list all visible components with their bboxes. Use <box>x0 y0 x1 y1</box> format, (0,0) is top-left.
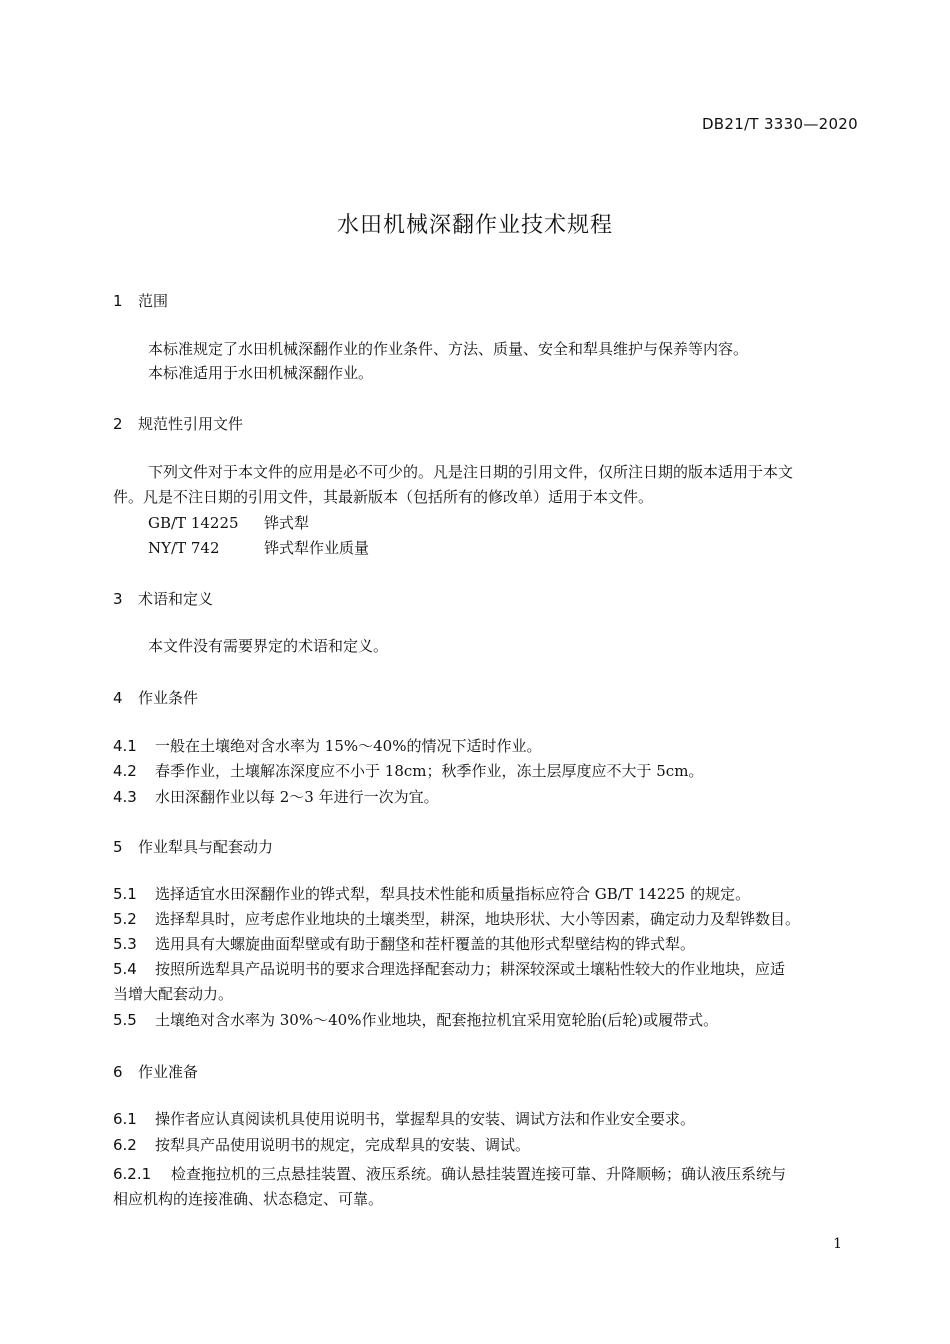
section-title: 范围 <box>138 292 169 310</box>
section-title: 术语和定义 <box>138 590 214 608</box>
normative-reference <box>148 537 369 558</box>
section-heading-5 <box>113 836 273 857</box>
section-heading-2 <box>113 413 243 434</box>
clause-number: 5.4 <box>113 960 137 978</box>
section-number: 5 <box>113 838 123 856</box>
section-title: 作业犁具与配套动力 <box>138 838 274 856</box>
section-title: 规范性引用文件 <box>138 415 244 433</box>
clause <box>113 785 863 809</box>
section-heading-3 <box>113 588 213 609</box>
terms-paragraph: 本文件没有需要界定的术语和定义。 <box>148 637 389 655</box>
section-number: 2 <box>113 415 123 433</box>
scope-paragraph-1: 本标准规定了水田机械深翻作业的作业条件、方法、质量、安全和犁具维护与保养等内容。 <box>148 340 749 358</box>
clause <box>113 907 863 931</box>
clause <box>113 1162 863 1186</box>
clause-text: 操作者应认真阅读机具使用说明书，掌握犁具的安装、调试方法和作业安全要求。 <box>155 1110 696 1128</box>
clause-text: 按犁具产品使用说明书的规定，完成犁具的安装、调试。 <box>155 1136 531 1154</box>
section-heading-1 <box>113 290 168 311</box>
reference-name: 铧式犁作业质量 <box>264 539 370 557</box>
clause-text: 土壤绝对含水率为 30%～40%作业地块，配套拖拉机宜采用宽轮胎(后轮)或履带式。 <box>155 1011 719 1029</box>
clause-text: 检查拖拉机的三点悬挂装置、液压系统。确认悬挂装置连接可靠、升降顺畅；确认液压系统与 <box>171 1165 787 1183</box>
clause-continuation: 相应机构的连接准确、状态稳定、可靠。 <box>113 1190 384 1208</box>
reference-name: 铧式犁 <box>264 514 310 532</box>
clause-number: 4.3 <box>113 788 137 806</box>
clause-number: 5.3 <box>113 935 137 953</box>
document-title: 水田机械深翻作业技术规程 <box>336 213 613 238</box>
clause <box>113 882 863 906</box>
clause-text: 春季作业，土壤解冻深度应不小于 18cm；秋季作业，冻土层厚度应不大于 5cm。 <box>155 762 704 780</box>
section-number: 4 <box>113 689 123 707</box>
reference-code: GB/T 14225 <box>148 514 239 532</box>
clause-text: 水田深翻作业以每 2～3 年进行一次为宜。 <box>155 788 439 806</box>
section-heading-4 <box>113 687 198 708</box>
page-number: 1 <box>833 1236 842 1252</box>
section-title: 作业条件 <box>138 689 199 707</box>
scope-paragraph-2: 本标准适用于水田机械深翻作业。 <box>148 364 374 382</box>
clause-continuation: 当增大配套动力。 <box>113 985 234 1003</box>
clause-number: 4.2 <box>113 762 137 780</box>
clause-text: 选择犁具时，应考虑作业地块的土壤类型，耕深，地块形状、大小等因素，确定动力及犁铧数目。 <box>155 910 801 928</box>
clause <box>113 734 863 758</box>
clause-text: 按照所选犁具产品说明书的要求合理选择配套动力；耕深较深或土壤粘性较大的作业地块，应适 <box>155 960 786 978</box>
clause <box>113 1133 863 1157</box>
clause-text: 选择适宜水田深翻作业的铧式犁，犁具技术性能和质量指标应符合 GB/T 14225 的规定。 <box>155 885 751 903</box>
section-heading-6 <box>113 1061 198 1082</box>
clause-number: 6.1 <box>113 1110 137 1128</box>
clause-text: 选用具有大螺旋曲面犁壁或有助于翻垡和茬杆覆盖的其他形式犁壁结构的铧式犁。 <box>155 935 696 953</box>
clause-number: 5.1 <box>113 885 137 903</box>
clause-number: 6.2 <box>113 1136 137 1154</box>
normative-paragraph-line-2: 件。凡是不注日期的引用文件，其最新版本（包括所有的修改单）适用于本文件。 <box>113 488 654 506</box>
clause <box>113 1107 863 1131</box>
clause-text: 一般在土壤绝对含水率为 15%～40%的情况下适时作业。 <box>155 737 542 755</box>
section-number: 6 <box>113 1063 123 1081</box>
clause-number: 4.1 <box>113 737 137 755</box>
document-code: DB21/T 3330—2020 <box>701 115 858 133</box>
clause-number: 5.5 <box>113 1011 137 1029</box>
clause <box>113 1008 863 1032</box>
clause-number: 5.2 <box>113 910 137 928</box>
section-title: 作业准备 <box>138 1063 199 1081</box>
clause <box>113 759 863 783</box>
clause-number: 6.2.1 <box>113 1165 152 1183</box>
section-number: 3 <box>113 590 123 608</box>
section-number: 1 <box>113 292 123 310</box>
clause <box>113 957 863 981</box>
clause <box>113 932 863 956</box>
normative-paragraph-line-1: 下列文件对于本文件的应用是必不可少的。凡是注日期的引用文件，仅所注日期的版本适用于本文 <box>148 463 794 481</box>
reference-code: NY/T 742 <box>148 539 220 557</box>
normative-reference <box>148 512 309 533</box>
